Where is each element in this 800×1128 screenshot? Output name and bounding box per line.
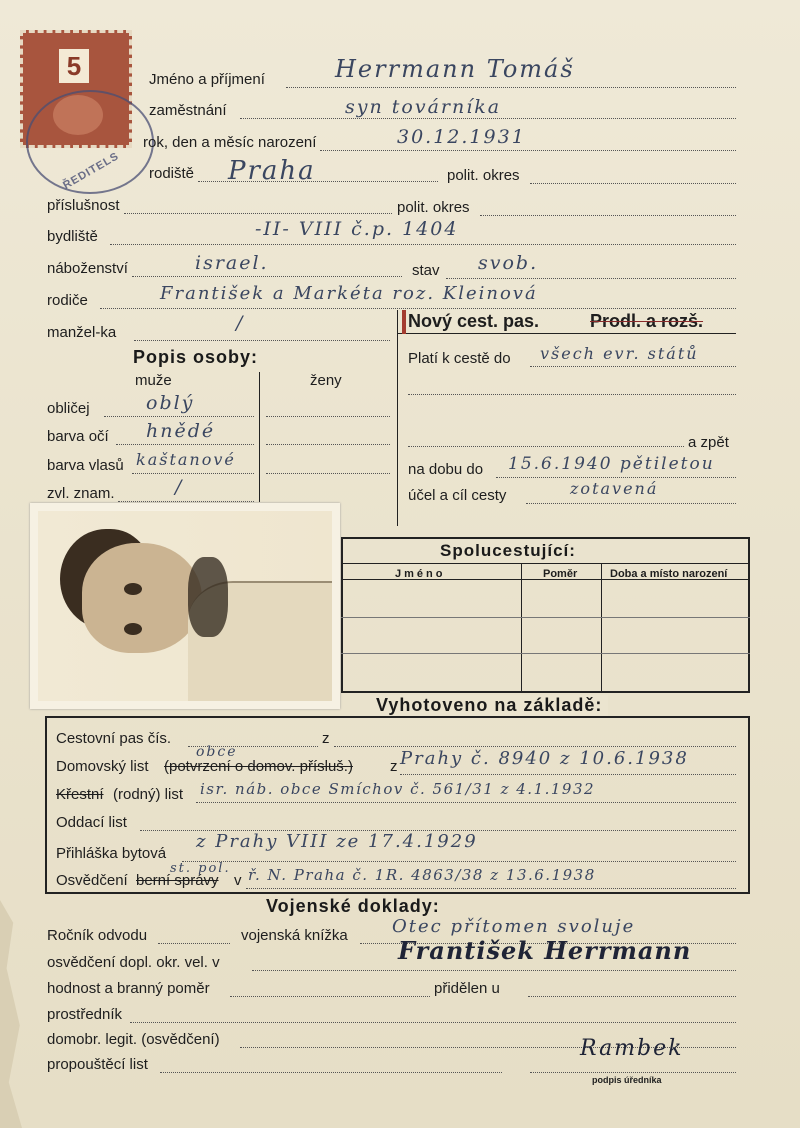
eyes-line-female xyxy=(266,444,390,445)
companions-header-rule xyxy=(341,579,750,580)
hair-label: barva vlasů xyxy=(47,457,124,474)
male-column-header: muže xyxy=(135,372,172,389)
passport-number-label: Cestovní pas čís. xyxy=(56,730,172,747)
name-value: Herrmann Tomáš xyxy=(335,55,575,83)
prihlaska-label: Přihláška bytová xyxy=(56,845,167,862)
purpose-line xyxy=(526,503,736,504)
domovsky-struck-text: (potvrzení o domov. přísluš.) xyxy=(164,758,353,775)
birth-line xyxy=(320,150,736,151)
prostrednik-label: prostředník xyxy=(47,1006,123,1023)
consent-value: Otec přítomen svoluje xyxy=(392,916,636,937)
religion-label: náboženství xyxy=(47,260,128,277)
parents-label: rodiče xyxy=(47,292,88,309)
hair-line xyxy=(132,473,254,474)
hair-line-female xyxy=(266,473,390,474)
photo-face xyxy=(82,543,202,653)
valid-value: všech evr. států xyxy=(540,344,699,363)
face-label: obličej xyxy=(47,400,90,417)
photo-eye-left xyxy=(124,583,142,595)
purpose-label: účel a cíl cesty xyxy=(408,487,507,504)
oddaci-label: Oddací list xyxy=(56,814,127,831)
torn-corner xyxy=(0,900,22,1128)
name-line xyxy=(286,87,736,88)
prostrednik-line xyxy=(130,1022,736,1023)
osvedceni-v: v xyxy=(234,872,242,889)
hodnost-label: hodnost a branný poměr xyxy=(47,980,210,997)
residence-label: bydliště xyxy=(47,228,98,245)
spouse-value: / xyxy=(236,312,245,334)
valid-line-3 xyxy=(408,446,684,447)
passport-from-line xyxy=(334,746,736,747)
face-value: oblý xyxy=(146,392,195,414)
polit-okres2-line xyxy=(480,215,736,216)
issued-title: Vyhotoveno na základě: xyxy=(370,695,608,716)
pridelen-line xyxy=(528,996,736,997)
rodny-value: isr. náb. obce Smíchov č. 561/31 z 4.1.1932 xyxy=(200,780,596,798)
valid-line xyxy=(530,366,736,367)
domovsky-above: obce xyxy=(196,744,238,760)
rocnik-line xyxy=(158,943,230,944)
osvedceni-value: ř. N. Praha č. 1R. 4863/38 z 13.6.1938 xyxy=(248,866,596,884)
rodny-line xyxy=(196,802,736,803)
polit-okres2-label: polit. okres xyxy=(397,199,470,216)
status-value: svob. xyxy=(478,252,539,274)
osvedceni-label: Osvědčení xyxy=(56,872,128,889)
new-passport-heading: Nový cest. pas. xyxy=(408,311,540,331)
duration-label: na dobu do xyxy=(408,461,484,478)
rodny-label: (rodný) list xyxy=(113,786,184,803)
renewal-heading: Prodl. a rozš. xyxy=(590,311,704,331)
osvedceni-above: st. pol. xyxy=(170,861,231,876)
birth-value: 30.12.1931 xyxy=(397,126,526,148)
applicant-photo xyxy=(30,503,340,709)
birthplace-label: rodiště xyxy=(149,165,195,182)
valid-line-2 xyxy=(408,394,736,395)
face-line-female xyxy=(266,416,390,417)
spouse-label: manžel-ka xyxy=(47,324,117,341)
companions-divider-1 xyxy=(521,563,522,691)
knizka-label: vojenská knížka xyxy=(241,927,348,944)
passport-box-left-edge xyxy=(397,310,398,526)
occupation-line xyxy=(240,118,736,119)
propousteci-line xyxy=(160,1072,502,1073)
residence-value: -II- VIII č.p. 1404 xyxy=(255,218,459,240)
companions-title-rule xyxy=(341,563,750,564)
eyes-value: hnědé xyxy=(146,420,216,442)
osvedceni-dopl-line xyxy=(252,970,736,971)
military-title: Vojenské doklady: xyxy=(266,896,440,916)
female-column-header: ženy xyxy=(310,372,342,389)
companions-col-relation: Poměr xyxy=(543,568,578,580)
companions-title: Spolucestující: xyxy=(440,541,576,560)
prihlaska-value: z Prahy VIII ze 17.4.1929 xyxy=(196,831,478,852)
hair-value: kaštanové xyxy=(136,450,236,469)
osvedceni-dopl-label: osvědčení dopl. okr. vel. v xyxy=(47,954,220,971)
citizenship-label: příslušnost xyxy=(47,197,120,214)
purpose-value: zotavená xyxy=(570,479,659,498)
companions-row-rule-1 xyxy=(341,617,750,618)
marks-label: zvl. znam. xyxy=(47,485,115,502)
osvedceni-struck: berní správy xyxy=(136,872,219,889)
duration-value: 15.6.1940 pětiletou xyxy=(508,454,715,474)
photo-image xyxy=(38,511,332,701)
osvedceni-line xyxy=(246,888,736,889)
status-line xyxy=(446,278,736,279)
companions-col-birth: Doba a místo narození xyxy=(610,568,728,580)
companions-row-rule-2 xyxy=(341,653,750,654)
status-label: stav xyxy=(412,262,440,279)
passport-number-from: z xyxy=(322,730,330,747)
photo-eye-right xyxy=(124,623,142,635)
prihlaska-line xyxy=(182,861,736,862)
stamp-value: 5 xyxy=(59,49,89,83)
seal-text: ŘEDITELS xyxy=(61,150,122,192)
domovsky-label: Domovský list xyxy=(56,758,149,775)
polit-okres-line xyxy=(530,183,736,184)
marks-line xyxy=(118,501,254,502)
hodnost-line xyxy=(230,996,430,997)
birthplace-value: Praha xyxy=(228,156,316,186)
religion-line xyxy=(132,276,402,277)
companions-divider-2 xyxy=(601,563,602,691)
name-label: Jméno a příjmení xyxy=(149,71,265,88)
face-line xyxy=(104,416,254,417)
occupation-label: zaměstnání xyxy=(149,102,227,119)
father-signature: František Herrmann xyxy=(398,936,692,965)
pridelen-label: přidělen u xyxy=(434,980,500,997)
official-signature-caption: podpis úředníka xyxy=(592,1075,662,1085)
passport-heading-underline xyxy=(397,333,736,334)
citizenship-line xyxy=(124,213,392,214)
eyes-label: barva očí xyxy=(47,428,109,445)
parents-line xyxy=(100,308,736,309)
companions-col-name: Jméno xyxy=(395,568,446,580)
birth-label: rok, den a měsíc narození xyxy=(143,134,317,151)
domovsky-line xyxy=(400,774,736,775)
spouse-line xyxy=(134,340,390,341)
valid-label: Platí k cestě do xyxy=(408,350,511,367)
residence-line xyxy=(110,244,736,245)
red-correction-mark xyxy=(402,310,406,334)
propousteci-label: propouštěcí list xyxy=(47,1056,148,1073)
official-signature: Rambek xyxy=(580,1036,684,1061)
rocnik-label: Ročník odvodu xyxy=(47,927,148,944)
domovsky-from: z xyxy=(390,758,398,775)
krestni-struck: Křestní xyxy=(56,786,104,803)
and-back-label: a zpět xyxy=(688,434,729,451)
occupation-value: syn továrníka xyxy=(345,96,502,118)
photo-shadow xyxy=(188,557,228,637)
description-column-divider xyxy=(259,372,260,502)
marks-value: / xyxy=(175,476,184,498)
eyes-line xyxy=(116,444,254,445)
domobr-label: domobr. legit. (osvědčení) xyxy=(47,1031,220,1048)
religion-value: israel. xyxy=(195,252,269,274)
description-title: Popis osoby: xyxy=(133,347,259,367)
polit-okres-label: polit. okres xyxy=(447,167,520,184)
domovsky-value: Prahy č. 8940 z 10.6.1938 xyxy=(400,748,689,769)
parents-value: František a Markéta roz. Kleinová xyxy=(160,283,538,304)
